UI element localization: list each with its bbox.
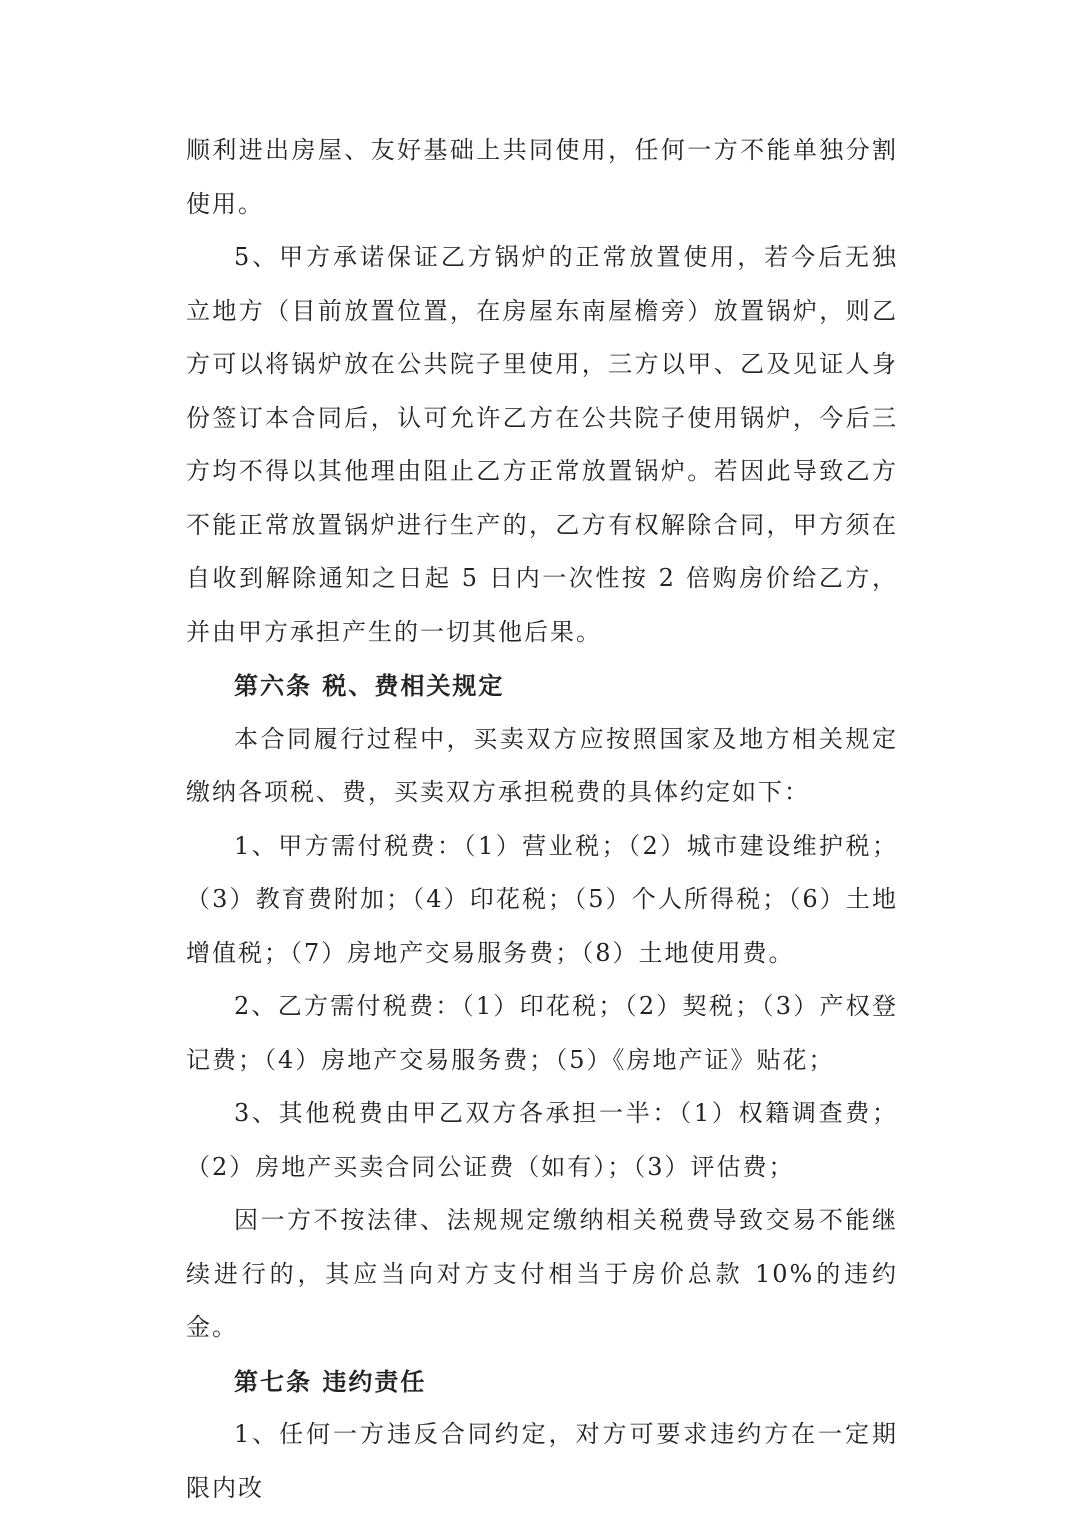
article-6-heading: 第六条 税、费相关规定 bbox=[234, 671, 505, 700]
contract-page bbox=[186, 124, 898, 1515]
paragraph-tax-intro: 本合同履行过程中，买卖双方应按照国家及地方相关规定缴纳各项税、费，买卖双方承担税费的具体约定如下： bbox=[186, 724, 898, 806]
article-7-heading: 第七条 违约责任 bbox=[234, 1366, 427, 1396]
paragraph-tax-penalty: 因一方不按法律、法规规定缴纳相关税费导致交易不能继续进行的，其应当向对方支付相当于房价总款 10%的违约金。 bbox=[186, 1206, 898, 1341]
paragraph-boiler-clause: 5、甲方承诺保证乙方锅炉的正常放置使用，若今后无独立地方（目前放置位置，在房屋东南屋檐旁）放置锅炉，则乙方可以将锅炉放在公共院子里使用，三方以甲、乙及见证人身份签订本合同后，认可允许乙方在公共院子使用锅炉，今后三方均不得以其他理由阻止乙方正常放置锅炉。若因此导致乙方不能正常放置锅炉进行生产的，乙方有权解除合同，甲方须在自收到解除通知之日起 5 日内一次性按 2 倍购房价给乙方，并由甲方承担产生的一切其他后果。 bbox=[186, 243, 898, 646]
paragraph-party-a-taxes: 1、甲方需付税费：（1）营业税；（2）城市建设维护税；（3）教育费附加；（4）印花税；（5）个人所得税；（6）土地增值税；（7）房地产交易服务费；（8）土地使用费。 bbox=[186, 831, 898, 967]
paragraph-breach-clause: 1、任何一方违反合同约定，对方可要求违约方在一定期限内改 bbox=[186, 1420, 898, 1502]
paragraph-party-b-taxes: 2、乙方需付税费：（1）印花税；（2）契税；（3）产权登记费；（4）房地产交易服务费；（5）《房地产证》贴花； bbox=[186, 992, 898, 1074]
paragraph-shared-use: 顺利进出房屋、友好基础上共同使用，任何一方不能单独分割使用。 bbox=[186, 136, 898, 218]
paragraph-shared-taxes: 3、其他税费由甲乙双方各承担一半：（1）权籍调查费；（2）房地产买卖合同公证费（如有）；（3）评估费； bbox=[186, 1099, 898, 1181]
